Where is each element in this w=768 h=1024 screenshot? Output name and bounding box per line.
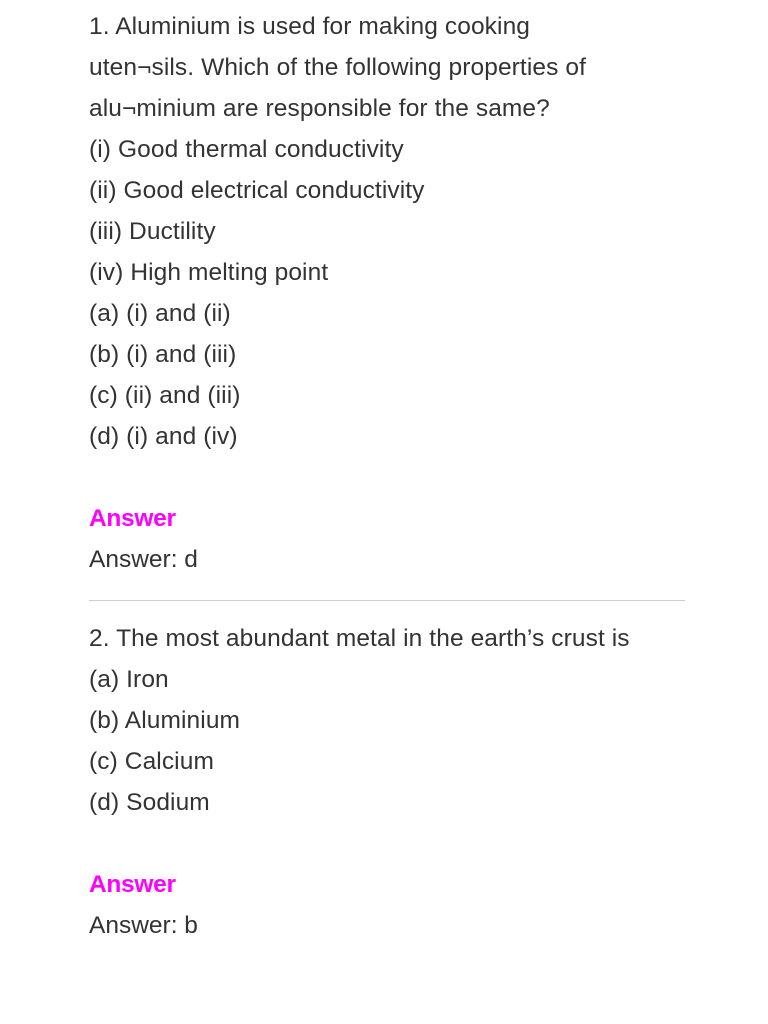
option-c: (c) (ii) and (iii) (89, 382, 241, 409)
answer-text: Answer: d (89, 546, 198, 573)
answer-toggle-button[interactable]: Answer (89, 871, 176, 898)
question-1-text-line-3: alu¬minium are responsible for the same? (89, 95, 550, 122)
question-1 (89, 6, 685, 580)
spacer (89, 457, 685, 498)
option-a: (a) Iron (89, 666, 169, 693)
answer-text: Answer: b (89, 912, 198, 939)
statement-ii: (ii) Good electrical conductivity (89, 177, 425, 204)
option-a: (a) (i) and (ii) (89, 300, 231, 327)
question-2 (89, 618, 685, 946)
question-content (89, 6, 685, 946)
question-1-text-line-1: 1. Aluminium is used for making cooking (89, 13, 531, 40)
option-d: (d) (i) and (iv) (89, 423, 238, 450)
option-d: (d) Sodium (89, 789, 210, 816)
spacer (89, 823, 685, 864)
option-c: (c) Calcium (89, 748, 214, 775)
divider (89, 600, 685, 601)
answer-toggle-button[interactable]: Answer (89, 505, 176, 532)
option-b: (b) Aluminium (89, 707, 241, 734)
statement-iv: (iv) High melting point (89, 259, 329, 286)
statement-i: (i) Good thermal conductivity (89, 136, 404, 163)
question-1-text-line-2: uten¬sils. Which of the following properties of (89, 54, 586, 81)
question-2-text: 2. The most abundant metal in the earth’s crust is (89, 625, 630, 652)
option-b: (b) (i) and (iii) (89, 341, 237, 368)
statement-iii: (iii) Ductility (89, 218, 216, 245)
